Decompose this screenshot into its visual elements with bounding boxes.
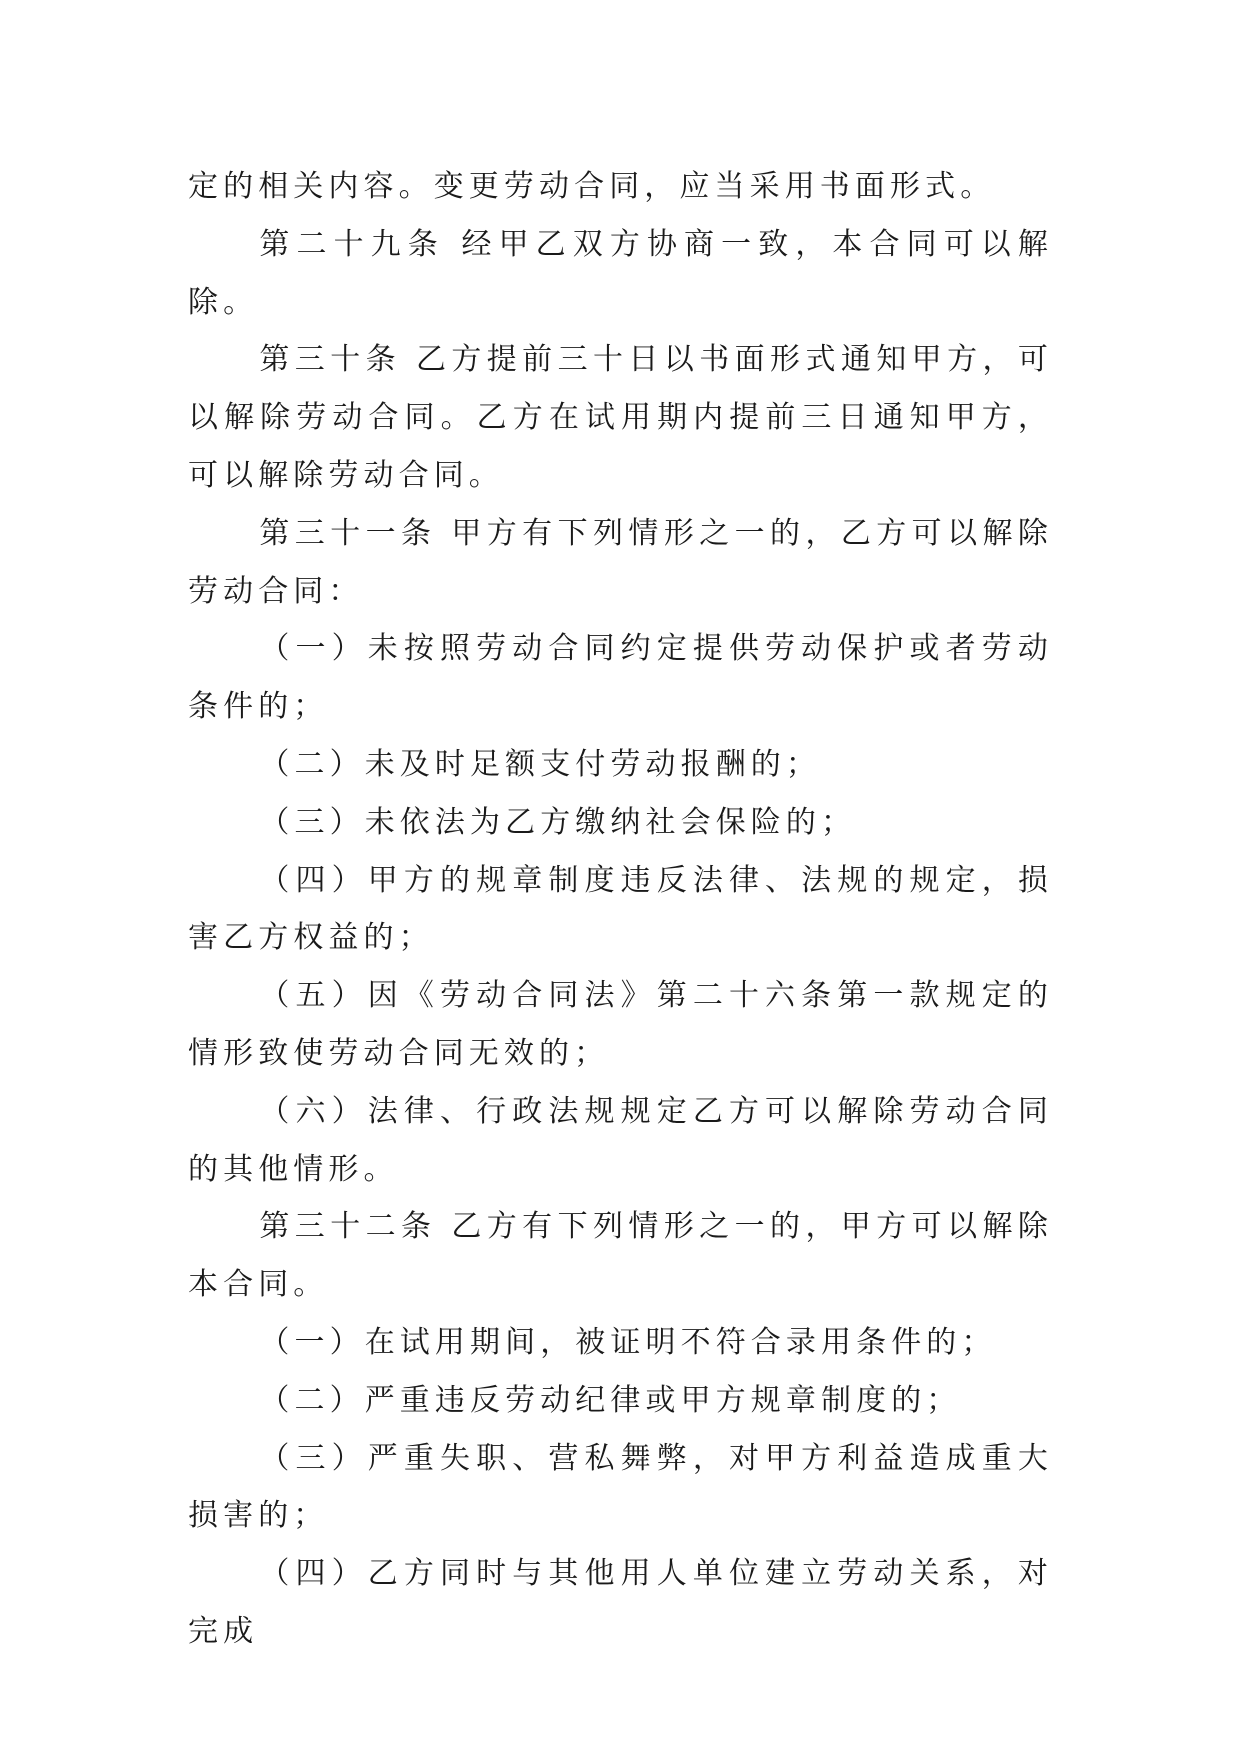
article-29: 第二十九条 经甲乙双方协商一致，本合同可以解除。 xyxy=(188,226,1053,320)
article-32-item-3: （三）严重失职、营私舞弊，对甲方利益造成重大损害的； xyxy=(188,1440,1053,1534)
article-31-item-4: （四）甲方的规章制度违反法律、法规的规定，损害乙方权益的； xyxy=(188,862,1053,956)
article-31-item-3: （三）未依法为乙方缴纳社会保险的； xyxy=(259,804,857,840)
article-31-item-2: （二）未及时足额支付劳动报酬的； xyxy=(259,746,821,782)
document-body xyxy=(188,158,1053,1661)
article-31: 第三十一条 甲方有下列情形之一的，乙方可以解除劳动合同： xyxy=(188,515,1053,609)
article-32-item-4: （四）乙方同时与其他用人单位建立劳动关系，对完成 xyxy=(188,1556,1053,1649)
article-31-item-1: （一）未按照劳动合同约定提供劳动保护或者劳动条件的； xyxy=(188,631,1053,725)
article-32: 第三十二条 乙方有下列情形之一的，甲方可以解除本合同。 xyxy=(188,1209,1053,1303)
article-30: 第三十条 乙方提前三十日以书面形式通知甲方，可以解除劳动合同。乙方在试用期内提前三日通知甲方，可以解除劳动合同。 xyxy=(188,342,1053,493)
article-32-item-2: （二）严重违反劳动纪律或甲方规章制度的； xyxy=(259,1382,962,1418)
article-31-item-5: （五）因《劳动合同法》第二十六条第一款规定的情形致使劳动合同无效的； xyxy=(188,978,1053,1071)
article-32-item-1: （一）在试用期间，被证明不符合录用条件的； xyxy=(259,1324,997,1360)
paragraph-continuation: 定的相关内容。变更劳动合同，应当采用书面形式。 xyxy=(188,169,996,204)
article-31-item-6: （六）法律、行政法规规定乙方可以解除劳动合同的其他情形。 xyxy=(188,1093,1053,1187)
